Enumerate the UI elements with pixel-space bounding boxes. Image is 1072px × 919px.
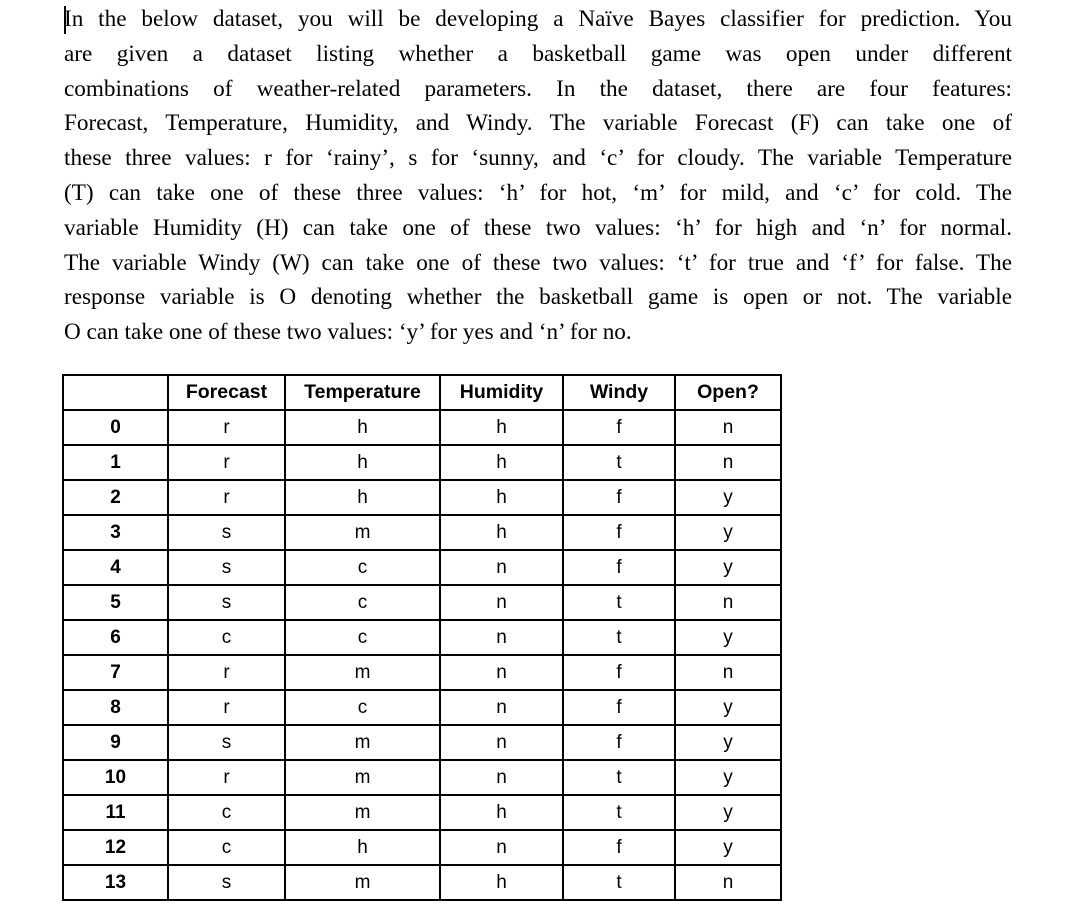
cell-forecast: s	[168, 585, 285, 620]
cell-temperature: h	[285, 410, 440, 445]
cell-open: y	[675, 480, 781, 515]
cell-windy: f	[563, 515, 675, 550]
cell-windy: t	[563, 620, 675, 655]
table-row	[63, 445, 781, 480]
paragraph-line: O can take one of these two values: ‘y’ for yes and ‘n’ for no.	[64, 319, 632, 346]
paragraph-line: The variable Windy (W) can take one of these two values: ‘t’ for true and ‘f’ for false. The	[64, 249, 1012, 276]
cell-windy: f	[563, 550, 675, 585]
paragraph-line: combinations of weather-related parameters. In the dataset, there are four features:	[64, 75, 1012, 102]
cell-humidity: n	[440, 725, 563, 760]
cell-forecast: r	[168, 480, 285, 515]
row-index: 3	[63, 515, 168, 550]
cell-humidity: n	[440, 830, 563, 865]
paragraph-line: (T) can take one of these three values: ‘h’ for hot, ‘m’ for mild, and ‘c’ for cold. The	[64, 179, 1012, 206]
cell-forecast: r	[168, 655, 285, 690]
cell-windy: f	[563, 830, 675, 865]
cell-forecast: s	[168, 515, 285, 550]
paragraph-line: response variable is O denoting whether the basketball game is open or not. The variable	[64, 284, 1012, 311]
cell-humidity: h	[440, 480, 563, 515]
cell-temperature: c	[285, 550, 440, 585]
cell-forecast: r	[168, 445, 285, 480]
paragraph-line: Forecast, Temperature, Humidity, and Windy. The variable Forecast (F) can take one of	[64, 110, 1012, 137]
table-row	[63, 410, 781, 445]
cell-forecast: c	[168, 830, 285, 865]
row-index: 6	[63, 620, 168, 655]
cell-forecast: s	[168, 550, 285, 585]
cell-temperature: m	[285, 865, 440, 900]
row-index: 13	[63, 865, 168, 900]
paragraph-line: variable Humidity (H) can take one of these two values: ‘h’ for high and ‘n’ for normal.	[64, 214, 1012, 241]
cell-windy: f	[563, 690, 675, 725]
row-index: 8	[63, 690, 168, 725]
cell-humidity: n	[440, 585, 563, 620]
cell-humidity: h	[440, 795, 563, 830]
table-row	[63, 830, 781, 865]
row-index: 10	[63, 760, 168, 795]
cell-humidity: h	[440, 445, 563, 480]
cell-windy: f	[563, 410, 675, 445]
paragraph-line: these three values: r for ‘rainy’, s for ‘sunny, and ‘c’ for cloudy. The variable Temperature	[64, 145, 1012, 172]
table-row	[63, 795, 781, 830]
cell-temperature: m	[285, 655, 440, 690]
cell-temperature: h	[285, 830, 440, 865]
cell-open: n	[675, 410, 781, 445]
table-row	[63, 725, 781, 760]
cell-temperature: c	[285, 690, 440, 725]
row-index: 5	[63, 585, 168, 620]
problem-description	[64, 2, 1012, 350]
cell-open: y	[675, 515, 781, 550]
row-index: 9	[63, 725, 168, 760]
cell-windy: t	[563, 585, 675, 620]
cell-humidity: n	[440, 620, 563, 655]
table-row	[63, 690, 781, 725]
cell-temperature: h	[285, 445, 440, 480]
table-row	[63, 515, 781, 550]
cell-forecast: r	[168, 760, 285, 795]
cell-windy: f	[563, 655, 675, 690]
cell-open: y	[675, 620, 781, 655]
cell-temperature: m	[285, 515, 440, 550]
header-humidity: Humidity	[440, 375, 563, 410]
cell-forecast: s	[168, 865, 285, 900]
row-index: 7	[63, 655, 168, 690]
cell-humidity: n	[440, 690, 563, 725]
cell-temperature: h	[285, 480, 440, 515]
row-index: 12	[63, 830, 168, 865]
row-index: 11	[63, 795, 168, 830]
cell-humidity: h	[440, 515, 563, 550]
table-header-row	[63, 375, 781, 410]
table-row	[63, 550, 781, 585]
cell-open: y	[675, 830, 781, 865]
cell-open: n	[675, 445, 781, 480]
cell-open: y	[675, 725, 781, 760]
cell-open: y	[675, 690, 781, 725]
cell-forecast: c	[168, 620, 285, 655]
table-row	[63, 585, 781, 620]
row-index: 0	[63, 410, 168, 445]
cell-open: n	[675, 585, 781, 620]
cell-windy: f	[563, 480, 675, 515]
dataset-table	[62, 374, 782, 901]
header-windy: Windy	[563, 375, 675, 410]
cell-windy: t	[563, 795, 675, 830]
header-forecast: Forecast	[168, 375, 285, 410]
table-body	[63, 410, 781, 900]
header-index	[63, 375, 168, 410]
table-row	[63, 655, 781, 690]
table-row	[63, 865, 781, 900]
cell-open: n	[675, 865, 781, 900]
cell-windy: t	[563, 445, 675, 480]
cell-temperature: m	[285, 725, 440, 760]
cell-humidity: h	[440, 410, 563, 445]
cell-windy: t	[563, 760, 675, 795]
table-row	[63, 620, 781, 655]
cell-forecast: r	[168, 410, 285, 445]
cell-temperature: m	[285, 795, 440, 830]
paragraph-line: are given a dataset listing whether a basketball game was open under different	[64, 40, 1012, 67]
cell-temperature: c	[285, 620, 440, 655]
row-index: 4	[63, 550, 168, 585]
table-row	[63, 760, 781, 795]
cell-open: n	[675, 655, 781, 690]
header-temperature: Temperature	[285, 375, 440, 410]
cell-open: y	[675, 760, 781, 795]
cell-forecast: r	[168, 690, 285, 725]
cell-open: y	[675, 550, 781, 585]
cell-temperature: m	[285, 760, 440, 795]
cell-open: y	[675, 795, 781, 830]
cell-temperature: c	[285, 585, 440, 620]
paragraph-line: In the below dataset, you will be developing a Naïve Bayes classifier for prediction. You	[64, 6, 1012, 32]
cell-forecast: s	[168, 725, 285, 760]
header-open: Open?	[675, 375, 781, 410]
cell-humidity: h	[440, 865, 563, 900]
cell-forecast: c	[168, 795, 285, 830]
cell-humidity: n	[440, 550, 563, 585]
cell-humidity: n	[440, 655, 563, 690]
table-row	[63, 480, 781, 515]
cell-humidity: n	[440, 760, 563, 795]
cell-windy: t	[563, 865, 675, 900]
row-index: 2	[63, 480, 168, 515]
cell-windy: f	[563, 725, 675, 760]
row-index: 1	[63, 445, 168, 480]
